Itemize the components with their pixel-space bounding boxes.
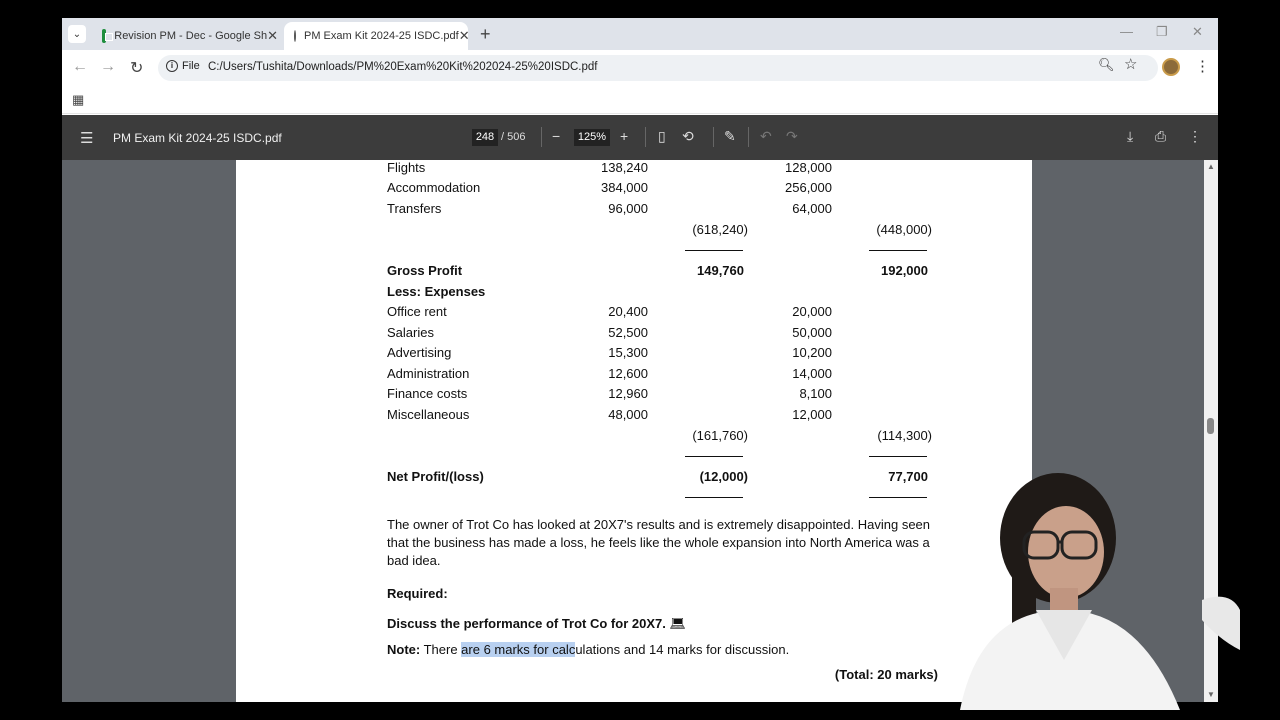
row-label: Miscellaneous: [387, 407, 470, 422]
page-number-input[interactable]: 248: [472, 129, 498, 146]
minimize-icon[interactable]: —: [1120, 24, 1133, 39]
tab-label: Revision PM - Dec - Google Sh: [114, 30, 268, 42]
reload-icon[interactable]: ↻: [130, 60, 144, 77]
note-pre: There: [420, 642, 462, 657]
pdf-page: [236, 160, 1032, 702]
back-arrow-icon[interactable]: ←: [72, 58, 88, 75]
scheme-label: File: [182, 60, 200, 72]
row-value: 138,240: [601, 160, 648, 175]
menu-icon[interactable]: ☰: [80, 130, 94, 147]
undo-icon[interactable]: ↶: [760, 128, 772, 144]
divider: [713, 127, 714, 147]
rotate-icon[interactable]: ⟲: [682, 128, 694, 144]
table-row: [236, 407, 1032, 425]
row-label: Advertising: [387, 345, 452, 360]
scenario-paragraph: The owner of Trot Co has looked at 20X7's results and is extremely disappointed. Having seen that the business has made a loss, he feels like the whole expansion into North America was a bad idea.: [387, 517, 931, 568]
row-value: 256,000: [785, 180, 832, 195]
row-label: Transfers: [387, 201, 442, 216]
table-row: [236, 201, 1032, 219]
row-value: 64,000: [792, 201, 832, 216]
row-value: 96,000: [608, 201, 648, 216]
restore-icon[interactable]: ❐: [1156, 24, 1168, 39]
subtotal-value: (114,300): [877, 428, 932, 443]
zoom-out-icon[interactable]: −: [552, 128, 561, 144]
scroll-down-icon[interactable]: ▼: [1207, 690, 1215, 699]
bookmarks-bar: [62, 86, 1218, 114]
required-label: Required:: [387, 586, 448, 601]
table-row: [236, 469, 1032, 487]
row-value: 20,400: [608, 304, 648, 319]
divider: [541, 127, 542, 147]
row-value: 192,000: [881, 263, 928, 278]
subtotal-value: (618,240): [692, 222, 748, 237]
table-row: [236, 263, 1032, 281]
url-text[interactable]: C:/Users/Tushita/Downloads/PM%20Exam%20Kit%202024-25%20ISDC.pdf: [208, 61, 598, 73]
row-value: 12,960: [608, 386, 648, 401]
row-label: Administration: [387, 366, 470, 381]
section-heading: Less: Expenses: [387, 284, 486, 299]
tab-google-sheets[interactable]: [92, 22, 278, 50]
download-icon[interactable]: ⤓: [1127, 128, 1134, 144]
row-value: 128,000: [785, 160, 832, 175]
total-marks: (Total: 20 marks): [834, 667, 938, 682]
scrollbar-thumb[interactable]: [1207, 418, 1214, 434]
row-label: Accommodation: [387, 180, 481, 195]
row-value: 15,300: [608, 345, 648, 360]
fit-page-icon[interactable]: ▯: [658, 128, 666, 144]
divider: [645, 127, 646, 147]
table-row: [236, 428, 1032, 446]
total-marks-row: [236, 667, 1032, 685]
row-value: 20,000: [792, 304, 832, 319]
underline: [869, 456, 927, 457]
close-icon[interactable]: ✕: [267, 28, 278, 43]
zoom-icon[interactable]: 🔍︎: [1098, 57, 1115, 72]
pdf-toolbar: [62, 115, 1218, 160]
row-label: Net Profit/(loss): [387, 469, 484, 484]
underline: [685, 456, 743, 457]
info-icon: i: [166, 60, 178, 72]
zoom-in-icon[interactable]: +: [620, 128, 629, 144]
table-row: [236, 222, 1032, 240]
row-value: 12,000: [792, 407, 832, 422]
question: Discuss the performance of Trot Co for 20X7.: [387, 616, 666, 631]
row-value: 52,500: [608, 325, 648, 340]
note-post: ulations and 14 marks for discussion.: [575, 642, 790, 657]
table-row: [236, 325, 1032, 343]
presenter-webcam-overlay: [940, 460, 1240, 710]
row-label: Office rent: [387, 304, 447, 319]
row-value: 50,000: [792, 325, 832, 340]
site-info-chip[interactable]: [166, 60, 200, 72]
page-count: / 506: [501, 131, 526, 143]
row-label: Gross Profit: [387, 263, 463, 278]
underline: [869, 497, 927, 498]
print-icon[interactable]: ⎙: [1155, 128, 1167, 144]
row-value: 10,200: [792, 345, 832, 360]
table-row: [236, 366, 1032, 384]
profile-avatar[interactable]: [1162, 58, 1180, 76]
table-row: [236, 180, 1032, 198]
annotate-pen-icon[interactable]: ✎: [724, 128, 736, 144]
underline: [869, 250, 927, 251]
row-value: (12,000): [699, 469, 748, 484]
row-label: Flights: [387, 160, 426, 175]
new-tab-button[interactable]: +: [480, 24, 491, 44]
subtotal-value: (448,000): [876, 222, 932, 237]
redo-icon[interactable]: ↷: [786, 128, 798, 144]
table-row: [236, 284, 1032, 302]
address-bar[interactable]: [158, 55, 1158, 81]
chevron-down-icon: ⌄: [72, 28, 82, 40]
row-value: 12,600: [608, 366, 648, 381]
note-label: Note:: [387, 642, 421, 657]
text-selection[interactable]: are 6 marks for calc: [461, 642, 576, 657]
question-text: [387, 615, 942, 633]
underline: [685, 250, 743, 251]
tab-strip: [62, 18, 1218, 50]
browser-toolbar: [62, 50, 1218, 86]
tab-search-button[interactable]: [68, 25, 86, 43]
table-row: [236, 304, 1032, 322]
row-value: 8,100: [799, 386, 832, 401]
scroll-up-icon[interactable]: ▲: [1207, 162, 1215, 171]
close-window-icon[interactable]: ✕: [1192, 24, 1203, 39]
table-row: [236, 160, 1032, 178]
row-value: 149,760: [697, 263, 744, 278]
underline: [685, 497, 743, 498]
close-icon[interactable]: ✕: [458, 28, 470, 43]
table-row: [236, 345, 1032, 363]
bookmark-star-icon[interactable]: ☆: [1124, 56, 1138, 73]
forward-arrow-icon[interactable]: →: [100, 58, 116, 75]
row-label: Salaries: [387, 325, 434, 340]
row-value: 77,700: [888, 469, 928, 484]
zoom-level-input[interactable]: 125%: [574, 129, 610, 146]
laptop-icon: 💻︎: [669, 616, 686, 631]
apps-grid-icon[interactable]: ▦: [72, 92, 85, 107]
table-row: [236, 386, 1032, 404]
more-menu-icon[interactable]: ⋮: [1195, 58, 1210, 75]
row-value: 14,000: [792, 366, 832, 381]
more-options-icon[interactable]: ⋮: [1188, 128, 1202, 144]
subtotal-value: (161,760): [692, 428, 748, 443]
row-label: Finance costs: [387, 386, 468, 401]
google-sheets-icon: [102, 29, 106, 43]
row-value: 384,000: [601, 180, 648, 195]
pdf-title: PM Exam Kit 2024-25 ISDC.pdf: [113, 131, 282, 145]
tab-pdf[interactable]: [284, 22, 468, 50]
row-value: 48,000: [608, 407, 648, 422]
note-text: [387, 641, 942, 659]
tab-label: PM Exam Kit 2024-25 ISDC.pdf: [304, 30, 459, 42]
divider: [748, 127, 749, 147]
